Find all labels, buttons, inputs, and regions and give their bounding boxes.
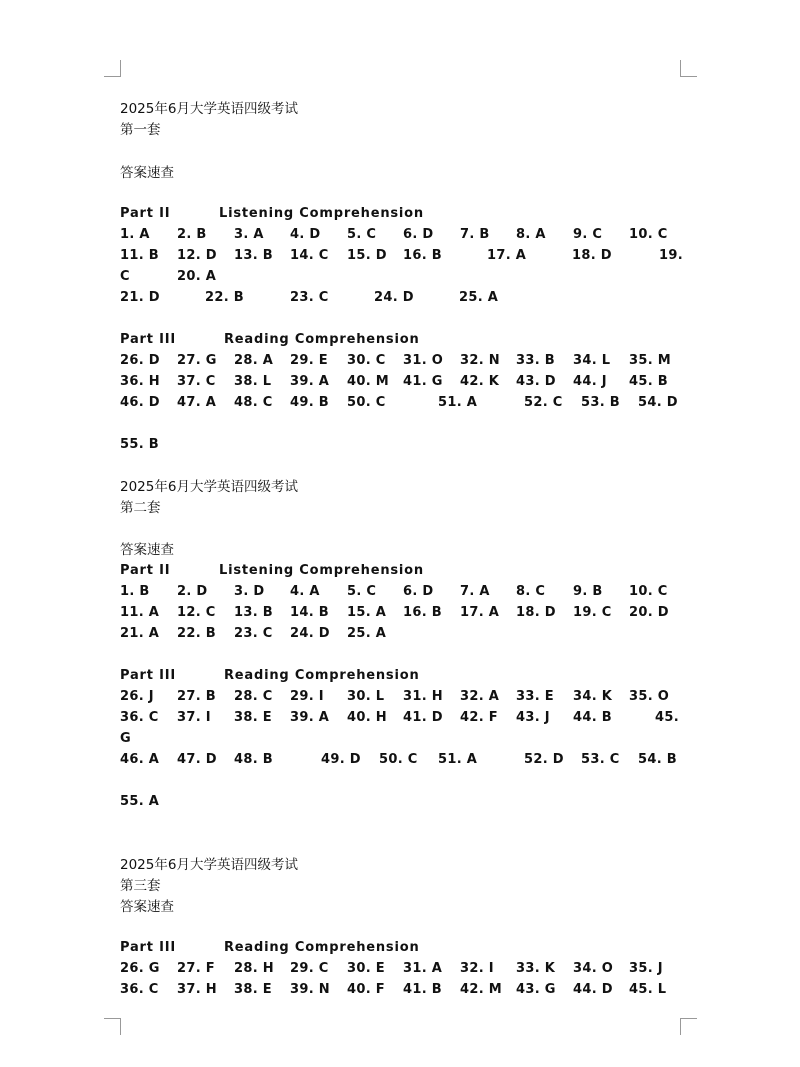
answer-cell: 30. L bbox=[347, 689, 385, 704]
answer-cell: 28. A bbox=[234, 353, 274, 368]
answer-cell: 36. H bbox=[120, 374, 160, 389]
answer-cell: 16. B bbox=[403, 248, 442, 263]
answer-cell: 29. C bbox=[290, 961, 329, 976]
answer-cell: 30. C bbox=[347, 353, 386, 368]
answer-cell: 26. J bbox=[120, 689, 154, 704]
answer-cell: 42. M bbox=[460, 982, 502, 997]
answer-cell: 9. C bbox=[573, 227, 603, 242]
answer-cell: 10. C bbox=[629, 227, 668, 242]
part-number: Part III bbox=[120, 940, 177, 955]
page-corner-mark bbox=[104, 1018, 121, 1035]
part-title: Listening Comprehension bbox=[219, 563, 424, 578]
answer-cell: 47. A bbox=[177, 395, 217, 410]
set-label: 第三套 bbox=[120, 878, 161, 894]
answer-cell: 28. C bbox=[234, 689, 273, 704]
answer-cell: 45. L bbox=[629, 982, 667, 997]
part-header bbox=[120, 561, 424, 581]
answer-cell: 38. L bbox=[234, 374, 272, 389]
answer-cell: 14. C bbox=[290, 248, 329, 263]
answer-cell: 38. E bbox=[234, 710, 272, 725]
answer-cell: 35. J bbox=[629, 961, 663, 976]
exam-title: 2025年6月大学英语四级考试 bbox=[120, 857, 298, 873]
answer-cell: 3. D bbox=[234, 584, 265, 599]
answer-cell: 7. A bbox=[460, 584, 490, 599]
answer-cell: 17. A bbox=[460, 605, 500, 620]
answer-cell: 33. E bbox=[516, 689, 554, 704]
answer-cell: 54. D bbox=[638, 395, 678, 410]
answer-cell: 35. O bbox=[629, 689, 670, 704]
answer-cell: 43. D bbox=[516, 374, 556, 389]
answer-cell: 23. C bbox=[234, 626, 273, 641]
answer-cell: 16. B bbox=[403, 605, 442, 620]
answer-cell: 34. L bbox=[573, 353, 611, 368]
answer-cell: 2. B bbox=[177, 227, 207, 242]
answer-cell: 24. D bbox=[374, 290, 414, 305]
answer-cell: 45. bbox=[655, 710, 679, 725]
answer-cell: 38. E bbox=[234, 982, 272, 997]
exam-title: 2025年6月大学英语四级考试 bbox=[120, 479, 298, 495]
answer-cell: 10. C bbox=[629, 584, 668, 599]
part-title: Reading Comprehension bbox=[224, 332, 420, 347]
answer-cell: 55. B bbox=[120, 437, 159, 452]
answer-cell: 42. F bbox=[460, 710, 498, 725]
answer-cell: 26. D bbox=[120, 353, 160, 368]
answer-cell: 28. H bbox=[234, 961, 274, 976]
answer-cell: 46. A bbox=[120, 752, 160, 767]
answer-cell: 37. I bbox=[177, 710, 211, 725]
answer-cell: 49. D bbox=[321, 752, 361, 767]
answer-cell: 39. A bbox=[290, 710, 330, 725]
answer-cell: 47. D bbox=[177, 752, 217, 767]
answer-cell: 27. F bbox=[177, 961, 215, 976]
part-number: Part III bbox=[120, 668, 177, 683]
answer-cell: 52. D bbox=[524, 752, 564, 767]
answer-cell: 51. A bbox=[438, 752, 478, 767]
answer-cell: 54. B bbox=[638, 752, 677, 767]
answer-cell: 41. D bbox=[403, 710, 443, 725]
answer-cell: 33. K bbox=[516, 961, 556, 976]
answer-cell: 18. D bbox=[572, 248, 612, 263]
answer-cell: C bbox=[120, 269, 130, 284]
answer-cell: 34. K bbox=[573, 689, 613, 704]
answer-cell: 36. C bbox=[120, 710, 159, 725]
part-number: Part II bbox=[120, 563, 171, 578]
answer-cell: 40. M bbox=[347, 374, 389, 389]
answer-cell: 13. B bbox=[234, 248, 273, 263]
answer-cell: 4. D bbox=[290, 227, 321, 242]
answer-cell: 4. A bbox=[290, 584, 320, 599]
answer-cell: 1. A bbox=[120, 227, 150, 242]
answer-cell: 11. B bbox=[120, 248, 159, 263]
answer-cell: 43. J bbox=[516, 710, 550, 725]
answer-cell: 8. C bbox=[516, 584, 546, 599]
part-header bbox=[120, 938, 420, 958]
answer-cell: 25. A bbox=[459, 290, 499, 305]
answer-cell: 50. C bbox=[347, 395, 386, 410]
answer-cell: 6. D bbox=[403, 227, 434, 242]
answer-cell: 37. H bbox=[177, 982, 217, 997]
answer-cell: 29. E bbox=[290, 353, 328, 368]
answer-cell: 11. A bbox=[120, 605, 160, 620]
answer-cell: 44. J bbox=[573, 374, 607, 389]
answer-cell: 39. A bbox=[290, 374, 330, 389]
answer-cell: 27. G bbox=[177, 353, 217, 368]
answer-cell: 53. C bbox=[581, 752, 620, 767]
page-corner-mark bbox=[104, 60, 121, 77]
answer-cell: 7. B bbox=[460, 227, 490, 242]
answer-cell: 17. A bbox=[487, 248, 527, 263]
answer-cell: 40. F bbox=[347, 982, 385, 997]
answer-cell: 45. B bbox=[629, 374, 668, 389]
answer-cell: 39. N bbox=[290, 982, 330, 997]
answer-cell: 41. B bbox=[403, 982, 442, 997]
answer-cell: 3. A bbox=[234, 227, 264, 242]
answer-cell: 32. N bbox=[460, 353, 500, 368]
answer-cell: 19. C bbox=[573, 605, 612, 620]
answer-cell: 22. B bbox=[205, 290, 244, 305]
answer-cell: 43. G bbox=[516, 982, 556, 997]
answer-cell: 44. B bbox=[573, 710, 612, 725]
answer-cell: 13. B bbox=[234, 605, 273, 620]
answer-cell: 48. B bbox=[234, 752, 273, 767]
answer-cell: 12. D bbox=[177, 248, 217, 263]
answer-cell: 23. C bbox=[290, 290, 329, 305]
answer-cell: 15. A bbox=[347, 605, 387, 620]
answer-cell: 19. bbox=[659, 248, 683, 263]
answer-cell: 5. C bbox=[347, 584, 377, 599]
answer-cell: 36. C bbox=[120, 982, 159, 997]
part-header bbox=[120, 666, 420, 686]
answer-cell: 30. E bbox=[347, 961, 385, 976]
part-number: Part III bbox=[120, 332, 177, 347]
answer-cell: 21. A bbox=[120, 626, 160, 641]
answer-cell: 31. A bbox=[403, 961, 443, 976]
answer-cell: 27. B bbox=[177, 689, 216, 704]
set-label: 第一套 bbox=[120, 122, 161, 138]
answer-cell: 41. G bbox=[403, 374, 443, 389]
answer-cell: 25. A bbox=[347, 626, 387, 641]
part-number: Part II bbox=[120, 206, 171, 221]
answer-cell: G bbox=[120, 731, 131, 746]
part-header bbox=[120, 204, 424, 224]
answer-cell: 26. G bbox=[120, 961, 160, 976]
answer-cell: 9. B bbox=[573, 584, 603, 599]
answer-cell: 24. D bbox=[290, 626, 330, 641]
answer-cell: 31. O bbox=[403, 353, 444, 368]
answer-cell: 2. D bbox=[177, 584, 208, 599]
answer-cell: 53. B bbox=[581, 395, 620, 410]
answer-cell: 6. D bbox=[403, 584, 434, 599]
answer-cell: 20. A bbox=[177, 269, 217, 284]
answer-cell: 15. D bbox=[347, 248, 387, 263]
page-corner-mark bbox=[680, 60, 697, 77]
answer-cell: 44. D bbox=[573, 982, 613, 997]
part-title: Listening Comprehension bbox=[219, 206, 424, 221]
answer-cell: 18. D bbox=[516, 605, 556, 620]
answer-cell: 51. A bbox=[438, 395, 478, 410]
answer-cell: 21. D bbox=[120, 290, 160, 305]
answer-cell: 46. D bbox=[120, 395, 160, 410]
answer-cell: 32. I bbox=[460, 961, 494, 976]
answer-cell: 29. I bbox=[290, 689, 324, 704]
answer-cell: 12. C bbox=[177, 605, 216, 620]
answer-cell: 37. C bbox=[177, 374, 216, 389]
part-title: Reading Comprehension bbox=[224, 668, 420, 683]
answer-cell: 20. D bbox=[629, 605, 669, 620]
answer-cell: 32. A bbox=[460, 689, 500, 704]
answer-cell: 22. B bbox=[177, 626, 216, 641]
quick-answer-label: 答案速查 bbox=[120, 165, 174, 181]
answer-cell: 31. H bbox=[403, 689, 443, 704]
part-title: Reading Comprehension bbox=[224, 940, 420, 955]
answer-cell: 1. B bbox=[120, 584, 150, 599]
answer-cell: 49. B bbox=[290, 395, 329, 410]
answer-cell: 52. C bbox=[524, 395, 563, 410]
answer-cell: 55. A bbox=[120, 794, 160, 809]
answer-cell: 50. C bbox=[379, 752, 418, 767]
answer-cell: 35. M bbox=[629, 353, 671, 368]
answer-cell: 8. A bbox=[516, 227, 546, 242]
exam-title: 2025年6月大学英语四级考试 bbox=[120, 101, 298, 117]
set-label: 第二套 bbox=[120, 500, 161, 516]
part-header bbox=[120, 330, 420, 350]
answer-cell: 40. H bbox=[347, 710, 387, 725]
answer-cell: 42. K bbox=[460, 374, 500, 389]
answer-cell: 48. C bbox=[234, 395, 273, 410]
quick-answer-label: 答案速查 bbox=[120, 899, 174, 915]
answer-cell: 5. C bbox=[347, 227, 377, 242]
quick-answer-label: 答案速查 bbox=[120, 542, 174, 558]
page-corner-mark bbox=[680, 1018, 697, 1035]
answer-cell: 33. B bbox=[516, 353, 555, 368]
answer-cell: 14. B bbox=[290, 605, 329, 620]
answer-cell: 34. O bbox=[573, 961, 614, 976]
